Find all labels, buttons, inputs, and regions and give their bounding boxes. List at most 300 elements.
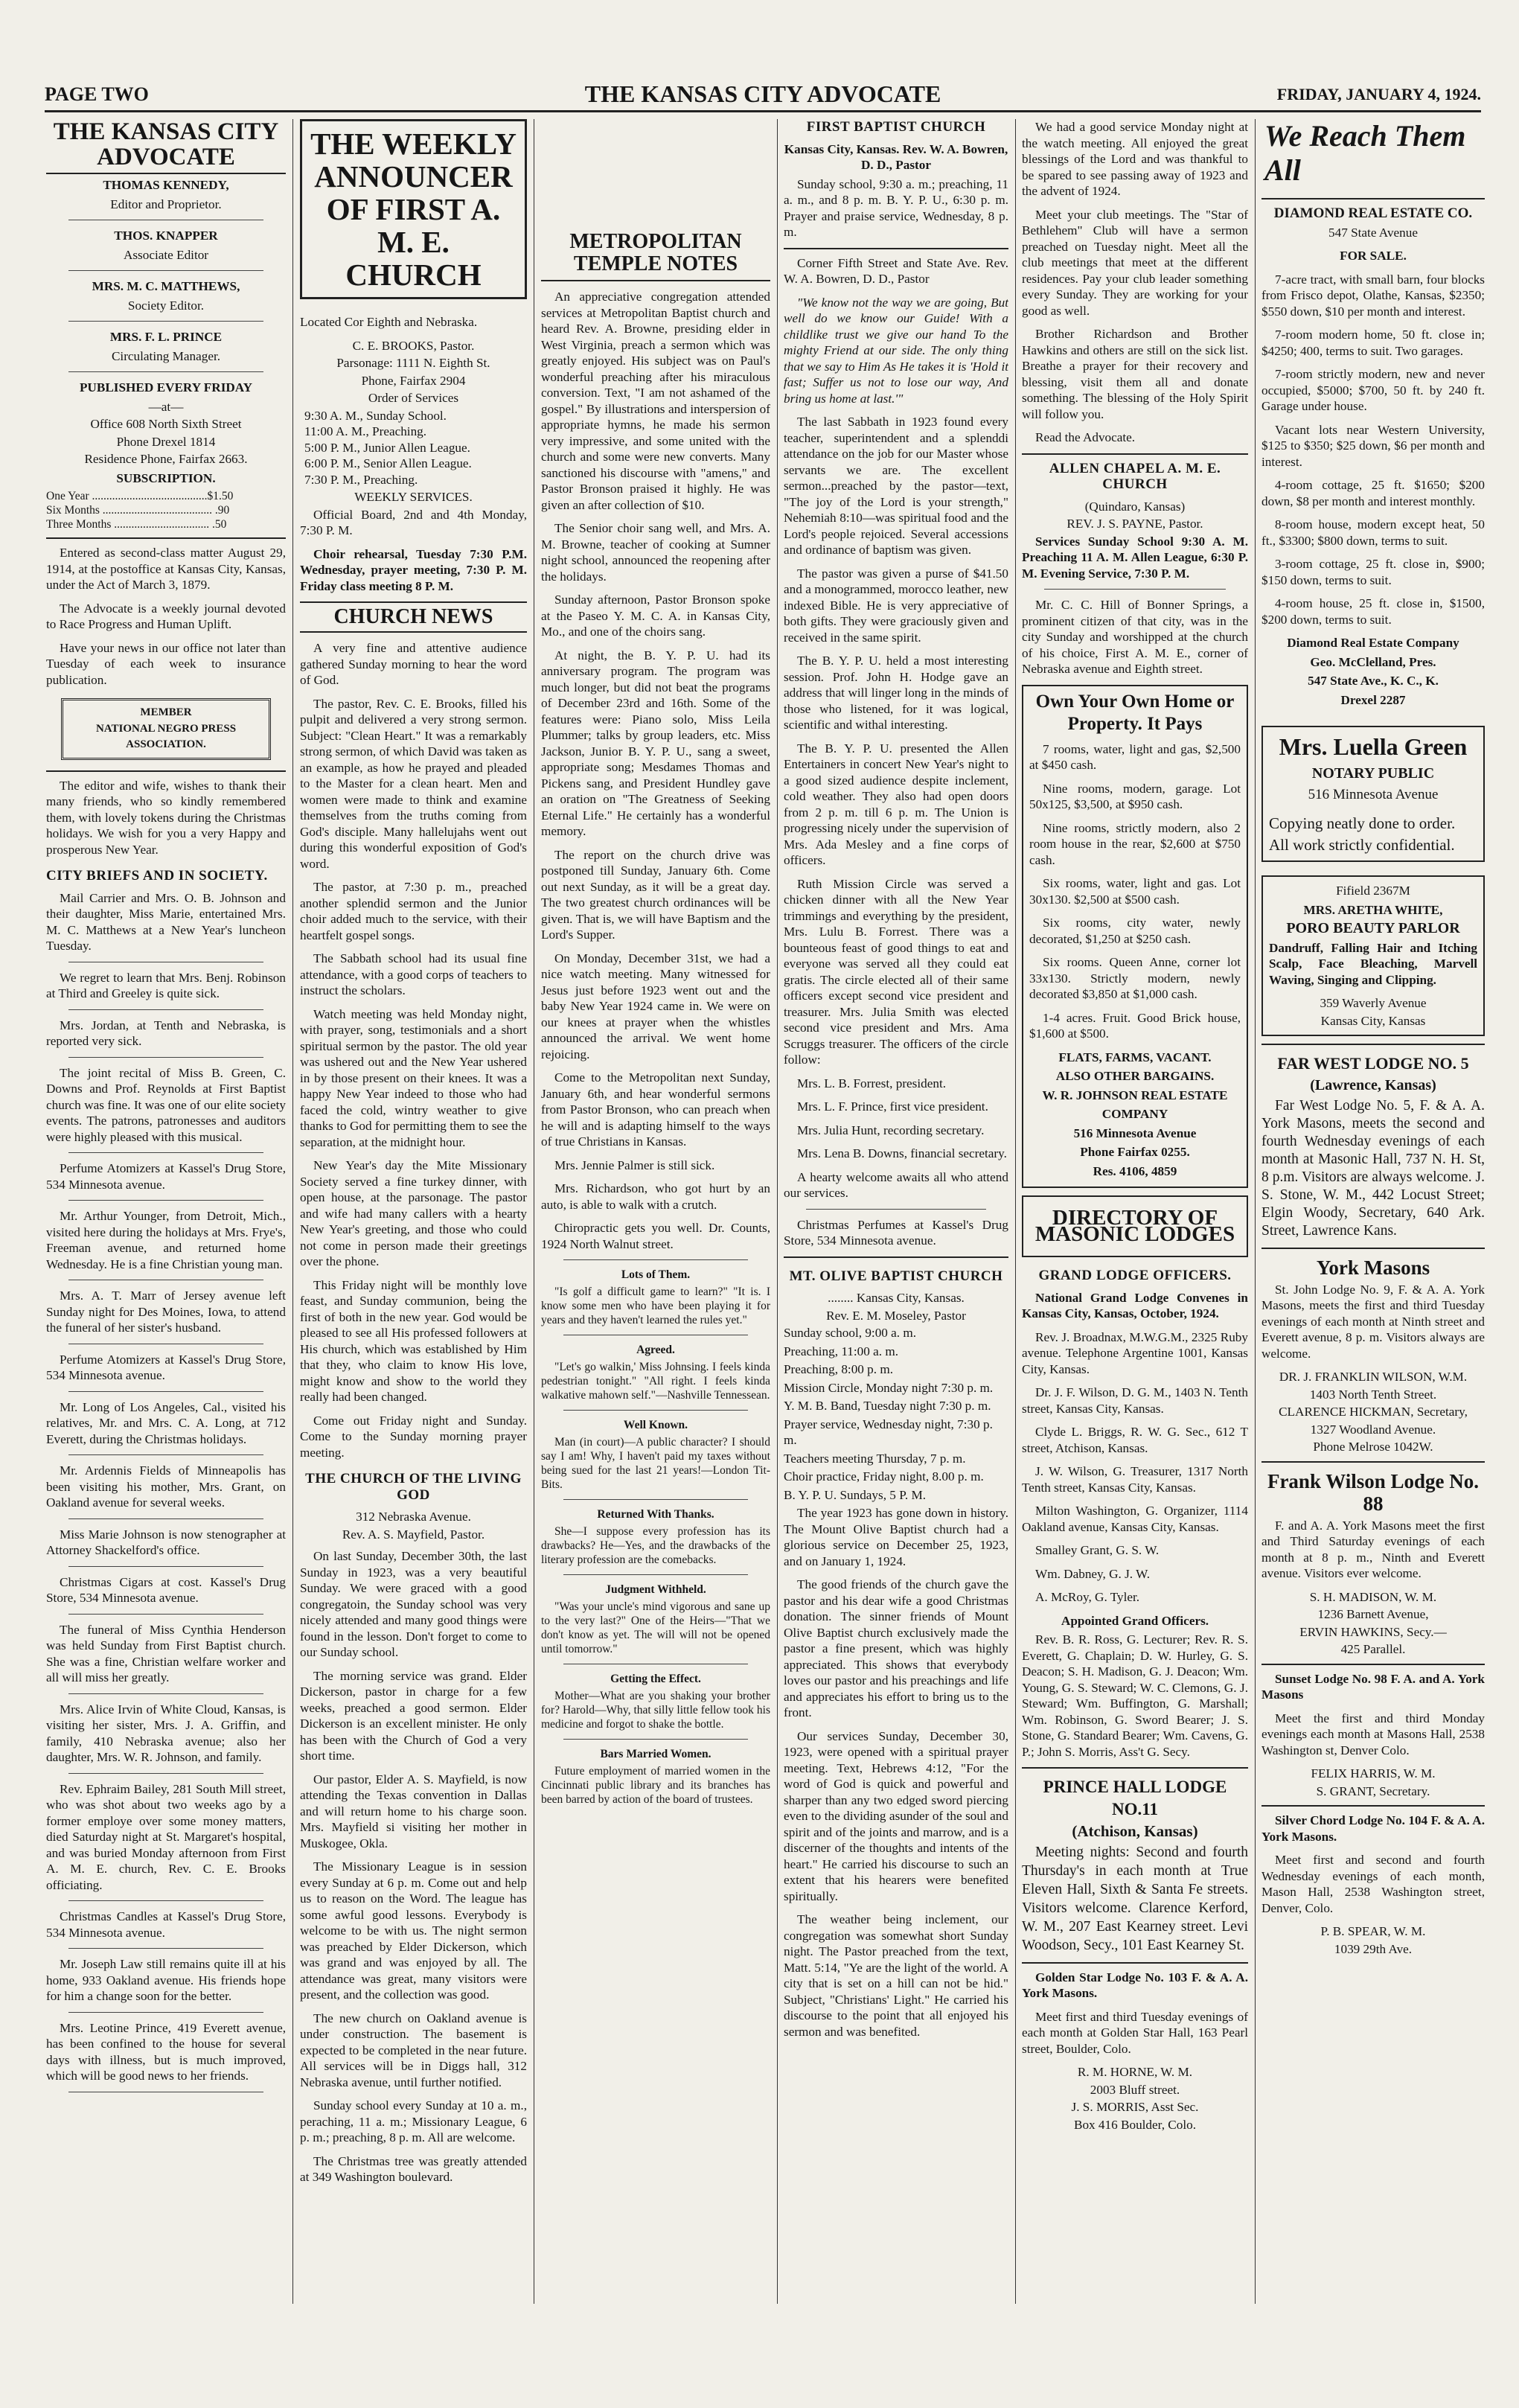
subscription-rate: One Year ........................................$1.50 [46, 490, 234, 502]
column-rule [777, 119, 778, 2304]
brief-item: Mrs. Leotine Prince, 419 Everett avenue, has been confined to the house for several days with illness, but is much improved, which will be good news to her friends. [46, 2020, 286, 2083]
announcer-title: THE WEEKLY ANNOUNCER OF FIRST A. M. E. CHURCH [300, 119, 527, 299]
home-ad-company-line: COMPANY [1101, 1107, 1168, 1121]
allen-chapel-sub: (Quindaro, Kansas) [1084, 499, 1186, 514]
metropolitan-item: Come to the Metropolitan next Sunday, January 6th, and hear wonderful sermons from Pastor Bronson, who can preach when he will and is adapting himself to the ways of true Christians in Kansas. [541, 1070, 770, 1149]
home-ad-company-line: Res. 4106, 4859 [1093, 1163, 1177, 1178]
home-ad-heading: Own Your Own Home or Property. It Pays [1035, 691, 1235, 734]
brief-item: Christmas Cigars at cost. Kassel's Drug Store, 534 Minnesota avenue. [46, 1574, 286, 1605]
york-officer: CLARENCE HICKMAN, Secretary, [1279, 1405, 1468, 1419]
sunset-heading: Sunset Lodge No. 98 F. A. and A. York Masons [1261, 1671, 1485, 1702]
york-officer: 1327 Woodland Avenue. [1310, 1422, 1436, 1437]
diamond-item: 7-room strictly modern, new and never occupied, $5000; $700, 50 ft. by 240 ft. Garage under house. [1261, 367, 1485, 413]
home-ad-item: 1-4 acres. Fruit. Good Brick house, $1,600 at $500. [1029, 1010, 1241, 1041]
brief-item: Mrs. A. T. Marr of Jersey avenue left Sunday night for Des Moines, Iowa, to attend the funeral of her sister's husband. [46, 1288, 286, 1335]
diamond-item: 7-acre tract, with small barn, four blocks from Frisco depot, Olathe, Kansas, $2350; $550 down, $10 per month and interest. [1261, 272, 1485, 319]
joke-heading: Lots of Them. [621, 1268, 691, 1281]
home-ad-item: Nine rooms, modern, garage. Lot 50x125, $3,500, at $950 cash. [1029, 781, 1241, 811]
metropolitan-item: Mrs. Jennie Palmer is still sick. [554, 1157, 715, 1172]
subscription-rates [46, 489, 286, 531]
reach-slogan: We Reach Them All [1264, 119, 1466, 187]
poro-address: 359 Waverly Avenue [1320, 996, 1427, 1010]
service-list [300, 408, 527, 488]
divider [68, 1948, 263, 1949]
grand-lodge-intro: National Grand Lodge Convenes in Kansas City, Kansas, October, 1924. [1022, 1290, 1248, 1320]
brief-item: Miss Marie Johnson is now stenographer at Attorney Shackelford's office. [46, 1527, 286, 1557]
home-ad-list [1029, 741, 1241, 1042]
continued-item: Read the Advocate. [1035, 430, 1136, 444]
sunset-officer: FELIX HARRIS, W. M. [1311, 1766, 1436, 1781]
brief-item: Mrs. Jordan, at Tenth and Nebraska, is reported very sick. [46, 1018, 286, 1048]
joke-text: "Was your uncle's mind vigorous and sane up to the very last?" One of the Heirs—"That we don't know as yet. The will will not be opened until tomorrow." [541, 1600, 770, 1655]
york-masons-officers [1261, 1369, 1485, 1455]
column-rule [292, 119, 293, 2304]
brief-item: We regret to learn that Mrs. Benj. Robinson at Third and Greeley is quite sick. [46, 970, 286, 1000]
frank-wilson-heading: Frank Wilson Lodge No. 88 [1267, 1469, 1480, 1515]
service-time: 9:30 A. M., Sunday School. [304, 408, 447, 423]
appointed-text: Rev. B. R. Ross, G. Lecturer; Rev. R. S. Everett, G. Chaplain; D. W. Hurley, G. S. Deacon; S. H. Madison, G. J. Deacon; Wm. Young, G. S. Steward; W. C. Clemons, G. J. Steward; Wm. Buffington, G. Marshall; Wm. Robinson, G. Sword Bearer; J. S. Stone, G. Standard Bearer; Wm. Cavens, G. P.; John S. Morris, Ass't G. Secy. [1022, 1632, 1248, 1759]
mt-olive-time: Choir practice, Friday night, 8.00 p. m. [784, 1469, 984, 1484]
divider [68, 270, 263, 271]
entry-notice: Entered as second-class matter August 29, 1914, at the postoffice at Kansas City, Kansas, under the Act of March 3, 1879. [46, 546, 286, 592]
living-god-address: 312 Nebraska Avenue. [356, 1510, 471, 1524]
allen-chapel-pastor: REV. J. S. PAYNE, Pastor. [1067, 517, 1203, 531]
far-west-heading: FAR WEST LODGE NO. 5 [1277, 1054, 1469, 1073]
brief-item: Mrs. Alice Irvin of White Cloud, Kansas, is visiting her sister, Mrs. J. A. Griffin, and family, 410 Nebraska avenue; also her daughter, Mrs. W. R. Johnson, and family. [46, 1702, 286, 1764]
first-baptist-item: Mrs. Lena B. Downs, financial secretary. [797, 1146, 1007, 1160]
divider [563, 1739, 748, 1740]
frank-wilson-officer: S. H. MADISON, W. M. [1309, 1589, 1437, 1604]
diamond-item: 3-room cottage, 25 ft. close in, $900; $150 down, terms to suit. [1261, 557, 1485, 587]
divider [1261, 1248, 1485, 1249]
first-baptist-item: The last Sabbath in 1923 found every teacher, superintendent and a splenddi attendance on the job for our Master whose servants we are. The excellent sermon...preached by the pastor—text, "The joy of the Lord is your strength," Nehemiah 8:10—was spiritual food and the Lord's people rejoiced. Several accessions and ordinance of baptism was given. [784, 415, 1008, 557]
editor-note: The editor and wife, wishes to thank their many friends, who so kindly remembered them, with lovely tokens during the Christmas holidays. We wish for you a very Happy and prosperous New Year. [46, 778, 286, 857]
golden-star-officer: J. S. MORRIS, Asst Sec. [1071, 2100, 1199, 2114]
joke-text: "Let's go walkin,' Miss Johnsing. I feels kinda pedestrian tonight." "All right. I feels kinda walkative mahown self."—Nashville Tennessean. [541, 1361, 770, 1402]
divider [1022, 1767, 1248, 1769]
home-ad-item: Six rooms, city water, newly decorated, $1,250 at $250 cash. [1029, 916, 1241, 946]
divider [68, 1391, 263, 1392]
divider [563, 1259, 748, 1260]
brief-item: Mr. Long of Los Angeles, Cal., visited his relatives, Mr. and Mrs. C. A. Long, at 712 Everett, during the Christmas holidays. [46, 1399, 286, 1446]
frank-wilson-officers [1261, 1589, 1485, 1658]
order-heading: Order of Services [368, 391, 459, 405]
staff-role: Society Editor. [127, 298, 205, 313]
column-metropolitan [541, 223, 770, 2408]
first-baptist-poem: "We know not the way we are going, But well do we know our Guide! With a childlike trust we give our hand To the mighty Friend at our side. The only thing that we say to Him As He takes it is 'Hold it fast; Suffer us not to lose our way, And bring us home at last.'" [784, 295, 1008, 406]
service-time: 7:30 P. M., Preaching. [304, 472, 418, 487]
metropolitan-item: On Monday, December 31st, we had a nice watch meeting. Many witnessed for Jesus just before 1923 went out and the baby New Year 1924 came in. We were on our knees at prayer when the whistles announced the arrival. We went home rejoicing. [541, 951, 770, 1061]
living-god-item: The new church on Oakland avenue is under construction. The basement is expected to be completed in the near future. All services will be in Diggs hall, 312 Nebraska avenue, until further notified. [300, 2011, 527, 2089]
home-ad-more-line: FLATS, FARMS, VACANT. [1058, 1050, 1212, 1064]
church-news-list [300, 640, 527, 1460]
living-god-heading: THE CHURCH OF THE LIVING GOD [305, 1471, 522, 1503]
service-time: 11:00 A. M., Preaching. [304, 424, 427, 438]
grand-lodge-officer: Clyde L. Briggs, R. W. G. Sec., 612 T street, Atchison, Kansas. [1022, 1425, 1248, 1455]
first-baptist-item: Mrs. Julia Hunt, recording secretary. [797, 1122, 985, 1137]
divider [68, 1009, 263, 1010]
church-news-item: The pastor, at 7:30 p. m., preached another splendid sermon and the Junior choir added much to the service, with their heartfelt gospel songs. [300, 880, 527, 942]
frank-wilson-officer: 1236 Barnett Avenue, [1317, 1607, 1429, 1621]
mt-olive-item: Our services Sunday, December 30, 1923, were opened with a spiritual prayer meeting. Text, Hebrews 4:12, "For the word of God is quick and powerful and sharper than any two edged sword piercing even to the dividing asunder of the soul and spirit and of the joints and marrow, and is a discerner of the thoughts and intents of the heart." He carried his discourse to such an extent that his hearers were benefited spiritually. [784, 1728, 1008, 1903]
poro-heading: PORO BEAUTY PARLOR [1286, 920, 1460, 936]
mt-olive-heading: MT. OLIVE BAPTIST CHURCH [789, 1268, 1003, 1284]
brief-item: Rev. Ephraim Bailey, 281 South Mill street, who was shot about two weeks ago by a former employe over some money matters, died Saturday night at St. Margaret's hospital, and was buried Monday afternoon from First A. M. E. church, Rev. C. E. Brooks officiating. [46, 1781, 286, 1892]
brief-item: The joint recital of Miss B. Green, C. Downs and Prof. Reynolds at First Baptist church was fine. It was one of our elite society events. The patrons, patronesses and auditors were highly pleased with this musical. [46, 1065, 286, 1144]
metropolitan-item: Mrs. Richardson, who got hurt by an auto, is able to walk with a crutch. [541, 1181, 770, 1212]
joke-heading: Agreed. [636, 1344, 675, 1356]
office-phone: Phone Drexel 1814 [116, 434, 216, 449]
diamond-signature-line: Geo. McClelland, Pres. [1310, 654, 1436, 669]
published-line: PUBLISHED EVERY FRIDAY [79, 380, 253, 395]
diamond-item: 4-room cottage, 25 ft. $1650; $200 down, $8 per month and interest monthly. [1261, 478, 1485, 508]
choir-text: Choir rehearsal, Tuesday 7:30 P.M. Wednesday, prayer meeting, 7:30 P. M. Friday class meeting 8 P. M. [300, 546, 527, 593]
first-baptist-item: A hearty welcome awaits all who attend our services. [784, 1169, 1008, 1200]
divider [68, 1773, 263, 1774]
brief-item: Mr. Ardennis Fields of Minneapolis has been visiting his mother, Mrs. Grant, on Oakland avenue for several weeks. [46, 1463, 286, 1510]
divider [68, 1693, 263, 1694]
staff-name: MRS. M. C. MATTHEWS, [92, 279, 240, 293]
divider [46, 770, 286, 772]
home-ad-company-line: Phone Fairfax 0255. [1080, 1145, 1190, 1159]
church-pastor: C. E. BROOKS, Pastor. [352, 338, 475, 353]
grand-lodge-list [1022, 1329, 1248, 1606]
member-badge [61, 698, 271, 760]
grand-lodge-officer: Rev. J. Broadnax, M.W.G.M., 2325 Ruby avenue. Telephone Argentine 1001, Kansas City, Kansas. [1022, 1329, 1248, 1376]
continued-text [1022, 119, 1248, 446]
diamond-item: 4-room house, 25 ft. close in, $1500, $200 down, terms to suit. [1261, 596, 1485, 627]
home-ad-item: Six rooms, water, light and gas. Lot 30x130. $2,500 at $500 cash. [1029, 876, 1241, 907]
poro-phone: Fifield 2367M [1336, 884, 1410, 898]
staff-role: Associate Editor [123, 247, 209, 262]
living-god-item: Our pastor, Elder A. S. Mayfield, is now attending the Texas convention in Dallas and will return home to his charge soon. Mrs. Mayfield si visiting her mother in Muskogee, Okla. [300, 1772, 527, 1850]
column-rule [1015, 119, 1016, 2304]
notary-ad [1261, 726, 1485, 862]
first-baptist-item: The B. Y. P. U. held a most interesting session. Prof. John H. Hodge gave an address that will linger long in the minds of those who listened, for it was logical, scientific and withal interesting. [784, 654, 1008, 732]
notary-text: Copying neatly done to order. All work strictly confidential. [1269, 814, 1456, 854]
home-ad-company-line: 516 Minnesota Avenue [1073, 1125, 1197, 1140]
frank-wilson-officer: ERVIN HAWKINS, Secy.— [1299, 1624, 1447, 1639]
mt-olive-list [784, 1505, 1008, 2040]
divider [563, 1574, 748, 1575]
divider [68, 2012, 263, 2013]
golden-star-officers [1022, 2064, 1248, 2133]
divider [46, 537, 286, 539]
diamond-list [1261, 272, 1485, 628]
continued-item: Brother Richardson and Brother Hawkins and others are still on the sick list. Breathe a prayer for their recovery and blessing, visit them all and donate something. The blessing of the Holy Spirit will follow you. [1022, 327, 1248, 421]
divider [68, 1200, 263, 1201]
masonic-directory-heading: DIRECTORY OF MASONIC LODGES [1022, 1195, 1248, 1257]
divider [1261, 1044, 1485, 1045]
prince-hall-heading: PRINCE HALL LODGE NO.11 [1043, 1778, 1227, 1818]
jokes-list [541, 1259, 770, 1807]
metropolitan-item: Chiropractic gets you well. Dr. Counts, 1924 North Walnut street. [541, 1221, 770, 1251]
grand-lodge-officer: Dr. J. F. Wilson, D. G. M., 1403 N. Tenth street, Kansas City, Kansas. [1022, 1385, 1248, 1416]
poro-city: Kansas City, Kansas [1320, 1013, 1426, 1028]
poro-ad [1261, 875, 1485, 1036]
diamond-address: 547 State Avenue [1328, 225, 1418, 240]
at-line: —at— [148, 399, 184, 414]
brief-item: Mr. Joseph Law still remains quite ill at his home, 933 Oakland avenue. His friends hope for him a change soon for the better. [46, 1957, 286, 2003]
silver-chord-officer: P. B. SPEAR, W. M. [1320, 1924, 1426, 1938]
column-baptist [784, 119, 1008, 2304]
poro-text: Dandruff, Falling Hair and Itching Scalp, Face Bleaching, Marvell Waving, Singing and Clipping. [1269, 940, 1477, 987]
mt-olive-time: B. Y. P. U. Sundays, 5 P. M. [784, 1487, 927, 1502]
diamond-item: Vacant lots near Western University, $125 to $350; $25 down, $6 per month and interest. [1261, 422, 1485, 469]
diamond-heading: DIAMOND REAL ESTATE CO. [1273, 205, 1473, 221]
mt-olive-time: Teachers meeting Thursday, 7 p. m. [784, 1451, 966, 1466]
golden-star-officer: R. M. HORNE, W. M. [1077, 2065, 1193, 2079]
staff-name: THOS. KNAPPER [114, 229, 218, 243]
living-god-list [300, 1548, 527, 2185]
frank-wilson-text: F. and A. A. York Masons meet the first and Third Saturday evenings of each month at 8 p. m., Ninth and Everett avenue. Visitors ever welcome. [1261, 1518, 1485, 1580]
church-news-item: Come out Friday night and Sunday. Come to the Sunday morning prayer meeting. [300, 1413, 527, 1460]
briefs-heading: CITY BRIEFS AND IN SOCIETY. [46, 868, 268, 884]
york-masons-heading: York Masons [1316, 1256, 1430, 1279]
appointed-heading: Appointed Grand Officers. [1061, 1613, 1209, 1628]
york-masons-text: St. John Lodge No. 9, F. & A. A. York Masons, meets the first and third Tuesday evenings of each month at Ninth street and Everett avenue, 8 p. m. Visitors always are welcome. [1261, 1282, 1485, 1361]
diamond-item: 7-room modern home, 50 ft. close in; $4250; 400, terms to suit. Two garages. [1261, 328, 1485, 358]
church-news-item: The pastor, Rev. C. E. Brooks, filled his pulpit and delivered a very strong sermon. Subject: "Clean Heart." It was a remarkably strong sermon, of which David was taken as an example, as how he prayed and pleaded to the Master for a clean heart. Men and women were made to think and examine themselves from the truths coming from God's disciple. Many hallelujahs went out during this wonderful exposition of God's word. [300, 696, 527, 871]
home-ad-more [1029, 1050, 1241, 1085]
mt-olive-item: The year 1923 has gone down in history. The Mount Olive Baptist church had a glorious service on December 25, 1923, and on January 1, 1924. [784, 1506, 1008, 1568]
york-officer: Phone Melrose 1042W. [1313, 1440, 1433, 1454]
mt-olive-time: Preaching, 11:00 a. m. [784, 1344, 899, 1358]
metropolitan-item: An appreciative congregation attended services at Metropolitan Baptist church and heard Rev. A. Browne, presiding elder in West Virginia, preach a sermon which was greatly enjoyed. His subject was on Paul's wonderful preaching after his miraculous conversion. Text, "I am not ashamed of the gospel." By illustrations and interspersion of appropriate hymns, he made his sermon very impressive, and some united with the church and some were new converts. Many sanctioned his discourse with "amens," and Pastor Bronson praised it highly. He was given an after collection of $10. [541, 290, 770, 512]
diamond-signature [1261, 635, 1485, 708]
joke-text: Mother—What are you shaking your brother for? Harold—Why, that silly little fellow took his medicine and forgot to shake the bottle. [541, 1690, 770, 1731]
church-phone: Phone, Fairfax 2904 [361, 373, 466, 388]
joke-heading: Judgment Withheld. [605, 1583, 706, 1596]
home-ad-item: Six rooms. Queen Anne, corner lot 33x130. Strictly modern, newly decorated $3,850 at $1,000 cash. [1029, 955, 1241, 1001]
allen-chapel-times: Services Sunday School 9:30 A. M. Preaching 11 A. M. Allen League, 6:30 P. M. Evening Service, 7:30 P. M. [1022, 534, 1248, 581]
divider [1261, 1805, 1485, 1807]
diamond-signature-line: Diamond Real Estate Company [1287, 636, 1459, 650]
notary-address: 516 Minnesota Avenue [1308, 786, 1439, 802]
page-header [45, 80, 1481, 112]
golden-star-officer: Box 416 Boulder, Colo. [1073, 2117, 1197, 2132]
xmas-perfume-ad: Christmas Perfumes at Kassel's Drug Store, 534 Minnesota avenue. [784, 1217, 1008, 1248]
divider [1022, 1962, 1248, 1964]
divider [68, 321, 263, 322]
mt-olive-sub: ........ Kansas City, Kansas. [828, 1291, 965, 1305]
staff-list [46, 177, 286, 372]
divider [1044, 589, 1226, 590]
home-ad-item: 7 rooms, water, light and gas, $2,500 at $450 cash. [1029, 741, 1241, 772]
living-god-item: On last Sunday, December 30th, the last Sunday in 1923, was a very beautiful Sunday. We were graced with a good congregatoin, the Sunday school was very nicely attended and many good things were found in the lesson. Don't forget to come to our Sunday school. [300, 1549, 527, 1659]
church-news-item: New Year's day the Mite Missionary Society served a fine turkey dinner, with open house, at the parsonage. The pastor and wife had many callers with a hearty New Year's greeting, and those who could not come in person made their greetings over the phone. [300, 1158, 527, 1268]
divider [68, 1454, 263, 1455]
staff-role: Circulating Manager. [111, 348, 221, 363]
mt-olive-time: Preaching, 8:00 p. m. [784, 1362, 894, 1376]
continued-item: Meet your club meetings. The "Star of Bethlehem" Club will have a sermon preached on Tuesday night. Meet all the club meetings that meet at the different residences. Pay your club leader something every Sunday. They are working for your good as well. [1022, 207, 1248, 318]
golden-star-heading: Golden Star Lodge No. 103 F. & A. A. York Masons. [1022, 1970, 1248, 2000]
first-baptist-item: The pastor was given a purse of $41.50 and a monogrammed, morocco leather, new indexed Bible. He is very appreciative of both gifts. They were graciously given and received in the same spirit. [784, 566, 1008, 645]
metropolitan-item: The report on the church drive was postponed till Sunday, January 6th. Come out next Sunday, as it will be a great day. The two greatest church ordinances will be given. That is, we will have Baptism and the Lord's Supper. [541, 847, 770, 942]
first-baptist-heading: FIRST BAPTIST CHURCH [806, 119, 986, 135]
living-god-pastor: Rev. A. S. Mayfield, Pastor. [342, 1527, 485, 1542]
joke-heading: Getting the Effect. [610, 1673, 701, 1685]
york-officer: DR. J. FRANKLIN WILSON, W.M. [1279, 1370, 1468, 1384]
service-time: 6:00 P. M., Senior Allen League. [304, 456, 472, 470]
first-baptist-times: Sunday school, 9:30 a. m.; preaching, 11 a. m., and 8 p. m. B. Y. P. U., 6:30 p. m. Prayer and praise service, Wednesday, 8 p. m. [784, 176, 1008, 239]
mt-olive-pastor: Rev. E. M. Moseley, Pastor [826, 1308, 966, 1323]
silver-chord-officer: 1039 29th Ave. [1334, 1941, 1413, 1956]
divider [68, 1518, 263, 1519]
column-allen-masonic [1022, 119, 1248, 2304]
joke-text: "Is golf a difficult game to learn?" "It is. I know some men who have been playing it for years and they haven't learned the rules yet." [541, 1286, 770, 1326]
mt-olive-times [784, 1325, 1008, 1503]
joke-heading: Returned With Thanks. [597, 1508, 714, 1521]
joke-heading: Bars Married Women. [600, 1748, 711, 1760]
home-ad [1022, 685, 1248, 1189]
grand-lodge-officer: Wm. Dabney, G. J. W. [1035, 1566, 1151, 1581]
staff-name: MRS. F. L. PRINCE [109, 330, 223, 344]
masthead-title: THE KANSAS CITY ADVOCATE [46, 119, 286, 174]
first-baptist-sub: Kansas City, Kansas. Rev. W. A. Bowren, D. D., Pastor [784, 141, 1008, 172]
page-number: PAGE TWO [45, 83, 149, 105]
mt-olive-item: The weather being inclement, our congregation was somewhat short Sunday night. The Pastor preached from the text, Matt. 5:14, "Ye are the light of the world. A city that is set on a hill can not be hid." Subject, "Christians' Light." He carried his discourse to the point that all enjoyed his sermon and was benefited. [784, 1912, 1008, 2039]
church-location: Located Cor Eighth and Nebraska. [300, 315, 478, 329]
sunset-text: Meet the first and third Monday evenings each month at Masons Hall, 2538 Washington st, Denver Colo. [1261, 1711, 1485, 1757]
church-news-heading: CHURCH NEWS [300, 601, 527, 633]
metropolitan-item: Sunday afternoon, Pastor Bronson spoke at the Paseo Y. M. C. A. in Kansas City, Mo., and one of the choirs sang. [541, 593, 770, 639]
diamond-signature-line: Drexel 2287 [1340, 692, 1406, 707]
golden-star-officer: 2003 Bluff street. [1090, 2082, 1180, 2097]
diamond-item: 8-room house, modern except heat, 50 ft., $3300; $800 down, terms to suit. [1261, 517, 1485, 548]
first-baptist-list [784, 414, 1008, 1201]
divider [68, 1614, 263, 1615]
church-news-item: A very fine and attentive audience gathered Sunday morning to hear the word of God. [300, 641, 527, 687]
divider [1261, 1461, 1485, 1463]
home-ad-item: Nine rooms, strictly modern, also 2 room house in the rear, $2,600 at $750 cash. [1029, 820, 1241, 867]
joke-text: Future employment of married women in the Cincinnati public library and its branches has been barred by action of the board of trustees. [541, 1765, 770, 1806]
mt-olive-time: Mission Circle, Monday night 7:30 p. m. [784, 1380, 994, 1395]
subscription-rate: Three Months ................................. .50 [46, 518, 227, 531]
grand-lodge-heading: GRAND LODGE OFFICERS. [1038, 1268, 1232, 1283]
grand-lodge-officer: Milton Washington, G. Organizer, 1114 Oakland avenue, Kansas City, Kansas. [1022, 1504, 1248, 1534]
divider [68, 371, 263, 372]
far-west-sub: (Lawrence, Kansas) [1310, 1077, 1436, 1093]
parsonage-address: Parsonage: 1111 N. Eighth St. [336, 356, 490, 370]
office-address: Office 608 North Sixth Street [90, 417, 242, 431]
first-baptist-item: Mrs. L. F. Prince, first vice president. [797, 1099, 988, 1114]
briefs-list [46, 890, 286, 2092]
divider [68, 1152, 263, 1153]
metropolitan-item: The Senior choir sang well, and Mrs. A. M. Browne, teacher of cooking at Sumner night school, announced the reopening after the holidays. [541, 521, 770, 584]
mt-olive-item: The good friends of the church gave the pastor and his dear wife a good Christmas donation. The sinner friends of Mount Olive Baptist church exclusively made the pastor a fine present, which was highly appreciated. This shows that everybody loves our pastor and his preachings and life and appreciates his effort to bring us to the front. [784, 1577, 1008, 1719]
first-baptist-item: The B. Y. P. U. presented the Allen Entertainers in concert New Year's night to a good sized audience despite inclement, cold weather. They also had open doors from 2 p. m. till 6 p. m. The Union is progressing nicely under the supervision of Mrs. Ada Mesley and a fine corps of officers. [784, 741, 1008, 867]
member-association: NATIONAL NEGRO PRESS ASSOCIATION. [95, 722, 237, 750]
mt-olive-time: Prayer service, Wednesday night, 7:30 p. m. [784, 1417, 993, 1447]
service-time: 5:00 P. M., Junior Allen League. [304, 440, 470, 455]
subscription-rate: Six Months ...................................... .90 [46, 504, 230, 517]
home-ad-company [1029, 1088, 1241, 1180]
for-sale-heading: FOR SALE. [1340, 249, 1407, 263]
column-ads-lodges [1261, 119, 1485, 2304]
newspaper-name: THE KANSAS CITY ADVOCATE [584, 80, 941, 107]
golden-star-text: Meet first and third Tuesday evenings of each month at Golden Star Hall, 163 Pearl street, Boulder, Colo. [1022, 2009, 1248, 2056]
silver-chord-heading: Silver Chord Lodge No. 104 F. & A. A. York Masons. [1261, 1813, 1485, 1844]
brief-item: Perfume Atomizers at Kassel's Drug Store, 534 Minnesota avenue. [46, 1161, 286, 1192]
divider [784, 1256, 1008, 1258]
prince-hall-text: Meeting nights: Second and fourth Thursday's in each month at True Eleven Hall, Sixth & Santa Fe streets. Visitors welcome. Clarence Kerford, W. M., 207 East Kearney street. Levi Woodson, Secy., 101 East Kearney St. [1022, 1844, 1248, 1953]
metropolitan-list [541, 289, 770, 1252]
home-ad-company-line: W. R. JOHNSON REAL ESTATE [1042, 1088, 1228, 1102]
divider [784, 248, 1008, 249]
metropolitan-item: At night, the B. Y. P. U. had its anniversary program. The program was much longer, but did not beat the programs of December 23rd and 16th. Some of the features were: Piano solo, Miss Leila Plummer; talks by group leaders, etc. Miss Jackson, Junior B. Y. P. U., sang a sweet, appropriate song; Mesdames Thomas and Pickens sang, and President Hundley gave an oration on "The Greatness of Seeking Eternal Life." He certainly has a wonderful memory. [541, 648, 770, 838]
sunset-officers [1261, 1766, 1485, 1799]
far-west-text: Far West Lodge No. 5, F. & A. A. York Masons, meets the second and fourth Wednesday evenings of each month at Masonic Hall, 737 N. H. St, 8 p.m. Visitors are always welcome. J. S. Stone, W. M., 442 Locust Street; Elgin Woody, Secretary, 640 Ark. Street, Lawrence Kans. [1261, 1097, 1485, 1239]
joke-text: She—I suppose every profession has its drawbacks? He—Yes, and the drawbacks of the literary profession are the comebacks. [541, 1525, 770, 1566]
divider [1261, 1664, 1485, 1665]
news-deadline: Have your news in our office not later than Tuesday of each week to insurance publication. [46, 640, 286, 687]
weekly-heading: WEEKLY SERVICES. [354, 490, 473, 504]
about-text: The Advocate is a weekly journal devoted to Race Progress and Human Uplift. [46, 601, 286, 631]
brief-item: The funeral of Miss Cynthia Henderson was held Sunday from First Baptist church. She was a fine, Christian welfare worker and all will miss her greatly. [46, 1622, 286, 1684]
mt-olive-time: Y. M. B. Band, Tuesday night 7:30 p. m. [784, 1399, 991, 1413]
brief-item: Perfume Atomizers at Kassel's Drug Store, 534 Minnesota avenue. [46, 1352, 286, 1382]
grand-lodge-officer: J. W. Wilson, G. Treasurer, 1317 North Tenth street, Kansas City, Kansas. [1022, 1464, 1248, 1495]
living-god-item: The morning service was grand. Elder Dickerson, pastor in charge for a few weeks, preached a good sermon. Elder Dickerson is an excellent minister. He only has been with the Church of God a very short time. [300, 1668, 527, 1763]
poro-owner: MRS. ARETHA WHITE, [1303, 902, 1443, 917]
brief-item: Christmas Candles at Kassel's Drug Store, 534 Minnesota avenue. [46, 1909, 286, 1940]
prince-hall-sub: (Atchison, Kansas) [1072, 1822, 1198, 1840]
member-label: MEMBER [140, 706, 192, 718]
first-baptist-item: Ruth Mission Circle was served a chicken dinner with all the New Year trimmings and everything by the president, Mrs. Lulu B. Forrest. There was a bounteous feast of good things to eat and everyone was served all they could eat gratis. The circle elected all of their same officers except second vice president and treasurer. Mrs. Julia Smith was elected second vice president and Mrs. Ama Scruggs treasurer. The officers of the circle follow: [784, 876, 1008, 1067]
divider [68, 1900, 263, 1901]
home-ad-more-line: ALSO OTHER BARGAINS. [1055, 1069, 1215, 1083]
weekly-text: Official Board, 2nd and 4th Monday, 7:30 P. M. [300, 507, 527, 537]
divider [563, 1499, 748, 1500]
mt-olive-time: Sunday school, 9:00 a. m. [784, 1326, 917, 1340]
brief-item: Mail Carrier and Mrs. O. B. Johnson and their daughter, Miss Marie, entertained Mrs. M. C. Matthews at a New Year's luncheon Tuesday. [46, 890, 286, 953]
living-god-item: The Missionary League is in session every Sunday at 6 p. m. Come out and help us to reason on the Word. The league has some awful good lessons. Everybody is welcome to be with us. The night sermon was preached by Elder Dickerson, which was grand and was enjoyed by all. The attendance was great, many visitors were present, and the collection was good. [300, 1859, 527, 2002]
church-news-item: Watch meeting was held Monday night, with prayer, song, testimonials and a short spiritual sermon by the pastor. The old year was ushered out and the New Year ushered in by those present on their knees. It was a happy New Year indeed to those who had faced the cold, wintry weather to give thanks to God for permitting them to see the separation, at the midnight hour. [300, 1006, 527, 1149]
allen-chapel-heading: ALLEN CHAPEL A. M. E. CHURCH [1049, 460, 1221, 492]
frank-wilson-officer: 425 Parallel. [1340, 1642, 1406, 1656]
brief-item: Mr. Arthur Younger, from Detroit, Mich., visited here during the holidays at Mrs. Frye's, Freeman avenue, and returned home Wednesday. He is a fine Christian young man. [46, 1209, 286, 1271]
silver-chord-officers [1261, 1923, 1485, 1957]
silver-chord-text: Meet first and second and fourth Wednesday evenings of each month, Mason Hall, 2538 Washington street, Denver, Colo. [1261, 1853, 1485, 1915]
notary-name: Mrs. Luella Green [1279, 733, 1468, 760]
sunset-officer: S. GRANT, Secretary. [1316, 1783, 1430, 1798]
residence-phone: Residence Phone, Fairfax 2663. [84, 452, 248, 466]
continued-item: We had a good service Monday night at the watch meeting. All enjoyed the great blessings of the Lord and was thankful to be spared to see passing away of 1923 and the advent of 1924. [1022, 120, 1248, 198]
joke-text: Man (in court)—A public character? I should say I am! Why, I haven't paid my taxes without being sued for the last 21 years!—London Tit-Bits. [541, 1436, 770, 1491]
staff-name: THOMAS KENNEDY, [103, 178, 229, 192]
column-first-ame [300, 119, 527, 2304]
first-baptist-item: Mrs. L. B. Forrest, president. [797, 1076, 947, 1090]
church-news-item: The Sabbath school had its usual fine attendance, with a good corps of teachers to instruct the scholars. [300, 951, 527, 997]
hill-visit: Mr. C. C. Hill of Bonner Springs, a prominent citizen of that city, was in the city Sunday and worshipped at the church of his choice, First A. M. E., corner of Nebraska avenue and Eighth street. [1022, 598, 1248, 676]
joke-heading: Well Known. [623, 1419, 688, 1431]
divider [68, 1057, 263, 1058]
divider [806, 1209, 986, 1210]
subscription-heading: SUBSCRIPTION. [116, 470, 216, 485]
issue-date: FRIDAY, JANUARY 4, 1924. [1276, 85, 1481, 103]
diamond-signature-line: 547 State Ave., K. C., K. [1308, 674, 1439, 688]
grand-lodge-officer: Smalley Grant, G. S. W. [1035, 1543, 1160, 1557]
divider [68, 1566, 263, 1567]
column-masthead [46, 119, 286, 2304]
grand-lodge-officer: A. McRoy, G. Tyler. [1035, 1590, 1140, 1604]
notary-title: NOTARY PUBLIC [1311, 765, 1435, 782]
staff-role: Editor and Proprietor. [110, 197, 222, 211]
divider [1022, 453, 1248, 455]
divider [1261, 198, 1485, 199]
column-rule [1255, 119, 1256, 2304]
